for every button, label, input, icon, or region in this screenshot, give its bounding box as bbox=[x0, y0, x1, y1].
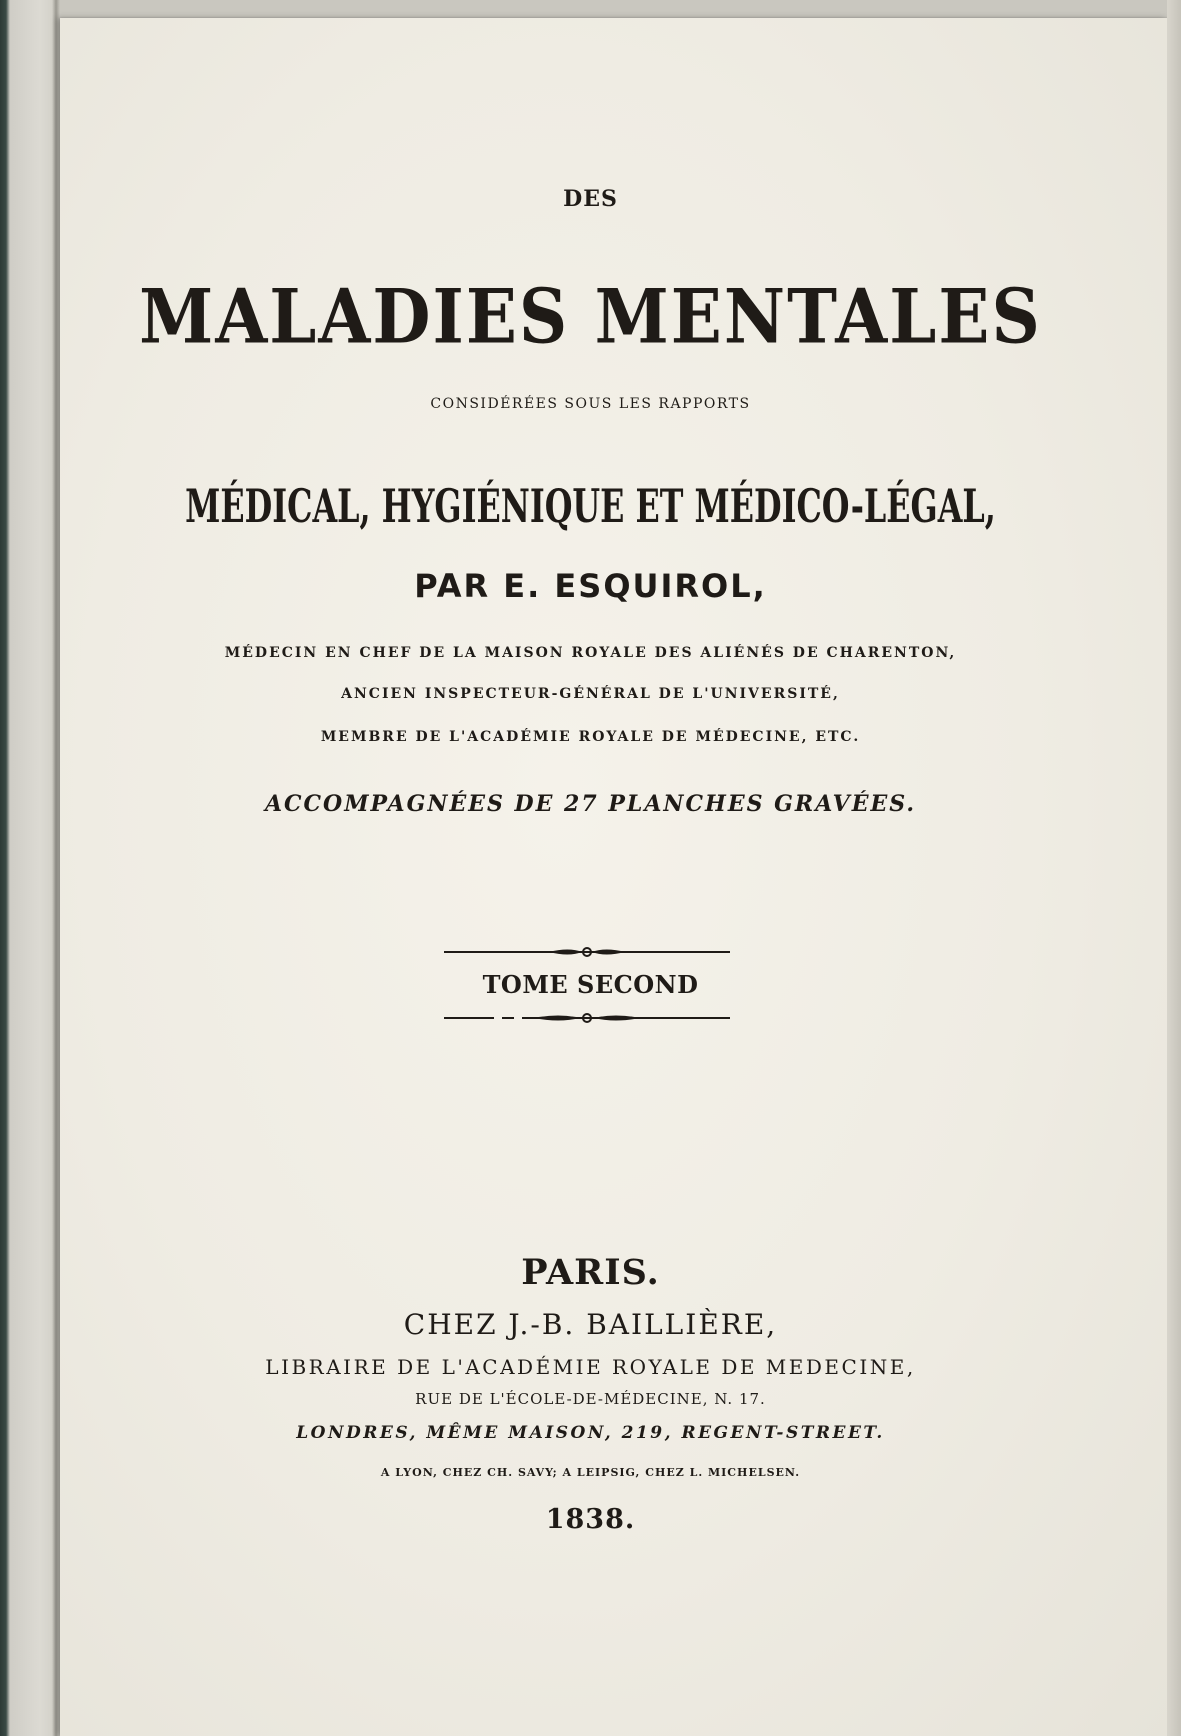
imprint-address: RUE DE L'ÉCOLE-DE-MÉDECINE, N. 17. bbox=[415, 1390, 766, 1408]
imprint-agents: A LYON, CHEZ CH. SAVY; A LEIPSIG, CHEZ L. MICHELSEN. bbox=[380, 1466, 801, 1479]
imprint-london: LONDRES, MÊME MAISON, 219, REGENT-STREET. bbox=[296, 1423, 885, 1443]
credential-line: ANCIEN INSPECTEUR-GÉNÉRAL DE L'UNIVERSITÉ, bbox=[341, 686, 840, 702]
ornamental-rule-top bbox=[444, 945, 730, 959]
subtitle: MÉDICAL, HYGIÉNIQUE ET MÉDICO-LÉGAL, bbox=[185, 478, 996, 533]
author-line: PAR E. ESQUIROL, bbox=[414, 567, 767, 605]
main-title: MALADIES MENTALES bbox=[139, 272, 1042, 361]
considerees-line: CONSIDÉRÉES SOUS LES RAPPORTS bbox=[430, 396, 751, 412]
credential-line: MEMBRE DE L'ACADÉMIE ROYALE DE MÉDECINE, ETC. bbox=[320, 729, 861, 745]
plates-note: ACCOMPAGNÉES DE 27 PLANCHES GRAVÉES. bbox=[264, 791, 917, 817]
credential-line: MÉDECIN EN CHEF DE LA MAISON ROYALE DES ALIÉNÉS DE CHARENTON, bbox=[224, 645, 957, 661]
imprint-publisher: CHEZ J.-B. BAILLIÈRE, bbox=[403, 1308, 778, 1341]
title-prefix: DES bbox=[563, 186, 618, 212]
ornamental-rule-bottom bbox=[444, 1011, 730, 1025]
imprint-librairie: LIBRAIRE DE L'ACADÉMIE ROYALE DE MEDECINE, bbox=[265, 1355, 916, 1379]
imprint-year: 1838. bbox=[545, 1504, 636, 1535]
volume-label: TOME SECOND bbox=[482, 970, 699, 999]
imprint-city: PARIS. bbox=[521, 1252, 660, 1293]
